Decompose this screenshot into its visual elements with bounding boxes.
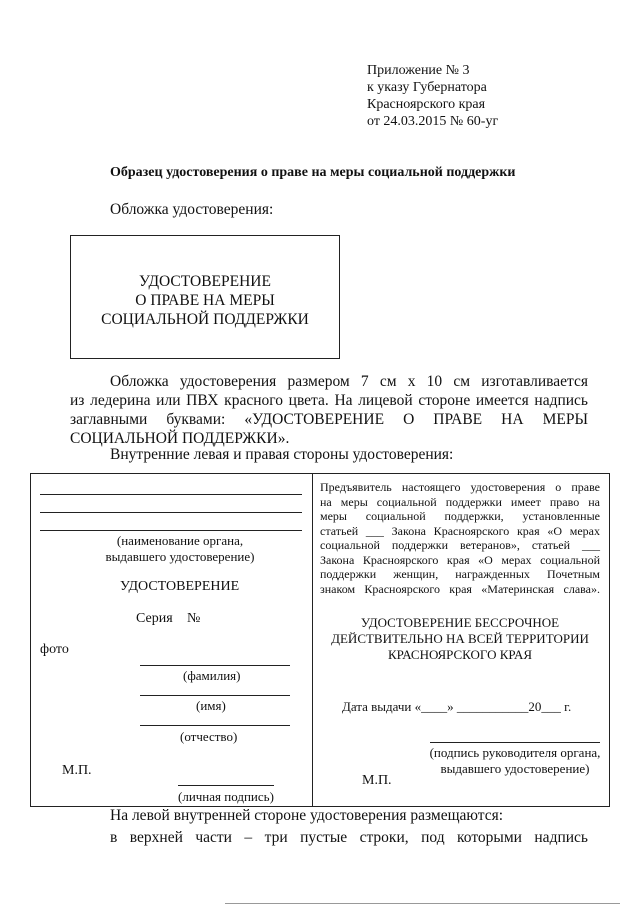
paragraph-line-3: заглавными буквами: «УДОСТОВЕРЕНИЕ О ПРАВЕ НА МЕРЫ <box>70 411 588 428</box>
patronymic-caption: (отчество) <box>180 729 238 744</box>
cover-line-3: СОЦИАЛЬНОЙ ПОДДЕРЖКИ <box>101 311 309 328</box>
series-label: Серия <box>136 611 173 626</box>
document-title: Образец удостоверения о праве на меры социальной поддержки <box>110 165 516 180</box>
inner-sides-label: Внутренние левая и правая стороны удостоверения: <box>110 446 454 463</box>
org-caption-1: (наименование органа, <box>116 533 244 548</box>
entitlement-line-2: на меры социальной поддержки имеет право на <box>320 494 600 509</box>
validity-line-2: ДЕЙСТВИТЕЛЬНО НА ВСЕЙ ТЕРРИТОРИИ <box>331 631 589 646</box>
right-stamp-label: М.П. <box>362 773 392 788</box>
issue-date: Дата выдачи «____» ___________20___ г. <box>342 699 572 714</box>
head-signature-caption-1: (подпись руководителя органа, <box>429 745 601 760</box>
entitlement-line-4: статьей ___ Закона Красноярского края «О мерах <box>320 523 600 538</box>
inner-divider <box>312 473 313 806</box>
attachment-number: Приложение № 3 <box>367 63 470 78</box>
name-caption: (имя) <box>196 698 226 713</box>
left-heading: УДОСТОВЕРЕНИЕ <box>120 579 240 594</box>
validity-line-3: КРАСНОЯРСКОГО КРАЯ <box>387 647 533 662</box>
attachment-region: Красноярского края <box>367 97 486 112</box>
number-label: № <box>187 611 201 626</box>
org-caption-2: выдавшего удостоверение) <box>105 549 255 564</box>
right-entitlement-text <box>320 480 600 596</box>
cover-sample-box <box>70 235 340 359</box>
org-blank-line-2 <box>40 512 302 513</box>
entitlement-line-1: Предъявитель настоящего удостоверения о праве <box>320 480 600 494</box>
attachment-date: от 24.03.2015 № 60-уг <box>367 114 499 129</box>
entitlement-line-3: меры социальной поддержки, установленные <box>320 509 600 523</box>
cover-description <box>70 372 588 448</box>
attachment-decree: к указу Губернатора <box>367 80 487 95</box>
footer-text <box>110 806 590 825</box>
entitlement-line-8: знаком Красноярского края «Материнская слава». <box>320 581 600 596</box>
entitlement-line-7: поддержки женщин, награжденных Почетным <box>320 567 600 581</box>
org-blank-line-3 <box>40 530 302 531</box>
scan-edge-line <box>225 903 620 904</box>
footer-line-2: в верхней части – три пустые строки, под которыми надпись <box>110 829 588 846</box>
patronymic-line <box>140 725 290 726</box>
name-line <box>140 695 290 696</box>
surname-line <box>140 665 290 666</box>
paragraph-line-2: из ледерина или ПВХ красного цвета. На лицевой стороне имеется надпись <box>70 392 588 409</box>
left-stamp-label: М.П. <box>62 763 92 778</box>
attachment-block <box>367 62 567 130</box>
entitlement-line-5: социальной поддержки ветеранов», статьей ___ <box>320 538 600 552</box>
cover-line-1: УДОСТОВЕРЕНИЕ <box>139 273 271 290</box>
validity-line-1: УДОСТОВЕРЕНИЕ БЕССРОЧНОЕ <box>360 615 560 630</box>
photo-label: фото <box>40 642 69 657</box>
head-signature-caption-2: выдавшего удостоверение) <box>440 761 590 776</box>
surname-caption: (фамилия) <box>183 668 241 683</box>
head-signature-line <box>430 742 600 743</box>
cover-line-2: О ПРАВЕ НА МЕРЫ <box>135 292 275 309</box>
signature-caption: (личная подпись) <box>178 789 274 804</box>
signature-line <box>178 785 274 786</box>
footer-line-1: На левой внутренней стороне удостоверения размещаются: <box>110 807 504 824</box>
paragraph-line-4: СОЦИАЛЬНОЙ ПОДДЕРЖКИ». <box>70 430 290 447</box>
entitlement-line-6: Закона Красноярского края «О мерах социальной <box>320 552 600 567</box>
cover-label: Обложка удостоверения: <box>110 201 274 218</box>
org-blank-line-1 <box>40 494 302 495</box>
paragraph-line-1: Обложка удостоверения размером 7 см х 10 см изготавливается <box>110 373 588 390</box>
